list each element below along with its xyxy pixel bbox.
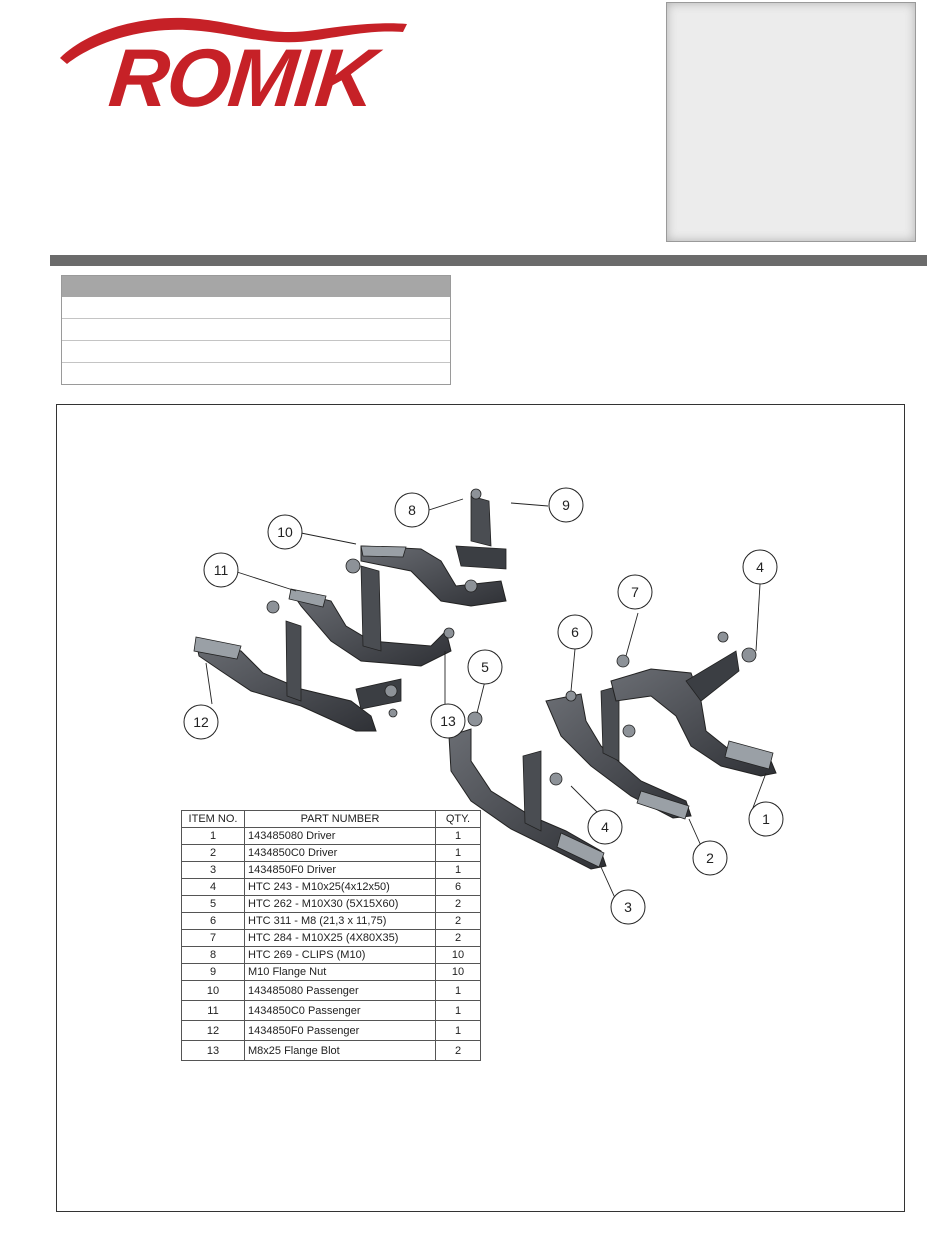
bom-row <box>182 879 481 896</box>
bom-part-number: HTC 284 - M10X25 (4X80X35) <box>245 930 436 947</box>
bom-item-no: 2 <box>182 845 245 862</box>
bom-header-item-no: ITEM NO. <box>182 811 245 828</box>
bom-part-number: 1434850F0 Passenger <box>245 1021 436 1041</box>
callout-11 <box>204 553 238 587</box>
info-table-row <box>62 362 450 384</box>
bom-qty: 1 <box>436 828 481 845</box>
bom-part-number: 1434850C0 Driver <box>245 845 436 862</box>
bom-row <box>182 862 481 879</box>
svg-text:12: 12 <box>193 714 209 730</box>
callout-5 <box>468 650 502 684</box>
bom-item-no: 6 <box>182 913 245 930</box>
callout-4-center <box>588 810 622 844</box>
brand-name: ROMIK <box>105 33 379 124</box>
bom-part-number: HTC 311 - M8 (21,3 x 11,75) <box>245 913 436 930</box>
svg-text:10: 10 <box>277 524 293 540</box>
bom-item-no: 5 <box>182 896 245 913</box>
callout-8 <box>395 493 429 527</box>
svg-text:5: 5 <box>481 659 489 675</box>
bom-part-number: HTC 262 - M10X30 (5X15X60) <box>245 896 436 913</box>
info-table <box>61 275 451 385</box>
bom-item-no: 9 <box>182 964 245 981</box>
svg-text:8: 8 <box>408 502 416 518</box>
bom-part-number: HTC 269 - CLIPS (M10) <box>245 947 436 964</box>
info-table-row <box>62 340 450 362</box>
bom-part-number: 1434850C0 Passenger <box>245 1001 436 1021</box>
callout-10 <box>268 515 302 549</box>
bom-header-part-number: PART NUMBER <box>245 811 436 828</box>
bom-row <box>182 828 481 845</box>
svg-text:2: 2 <box>706 850 714 866</box>
bom-item-no: 1 <box>182 828 245 845</box>
svg-text:13: 13 <box>440 713 456 729</box>
bom-header-row <box>182 811 481 828</box>
info-table-header <box>62 276 450 297</box>
romik-logo <box>55 8 415 124</box>
bom-qty: 2 <box>436 896 481 913</box>
bom-item-no: 11 <box>182 1001 245 1021</box>
bom-part-number: M8x25 Flange Blot <box>245 1041 436 1061</box>
bom-item-no: 4 <box>182 879 245 896</box>
bom-row <box>182 930 481 947</box>
svg-text:1: 1 <box>762 811 770 827</box>
bom-item-no: 8 <box>182 947 245 964</box>
bom-qty: 6 <box>436 879 481 896</box>
callout-4-right <box>743 550 777 584</box>
bom-qty: 2 <box>436 930 481 947</box>
svg-text:11: 11 <box>213 562 229 578</box>
assembly-drawing-frame <box>56 404 905 1212</box>
bom-row <box>182 964 481 981</box>
callout-13 <box>431 704 465 738</box>
bom-row <box>182 981 481 1001</box>
callout-12 <box>184 705 218 739</box>
bom-qty: 2 <box>436 1041 481 1061</box>
info-table-row <box>62 297 450 318</box>
bill-of-materials-table <box>181 810 481 1061</box>
header-divider <box>50 255 927 266</box>
bom-part-number: 1434850F0 Driver <box>245 862 436 879</box>
product-photo <box>666 2 916 242</box>
bom-item-no: 3 <box>182 862 245 879</box>
callout-6 <box>558 615 592 649</box>
bom-qty: 10 <box>436 947 481 964</box>
bom-item-no: 10 <box>182 981 245 1001</box>
exploded-view-drawing <box>57 405 904 1211</box>
bom-row <box>182 845 481 862</box>
svg-text:4: 4 <box>601 819 609 835</box>
callout-3 <box>611 890 645 924</box>
svg-text:9: 9 <box>562 497 570 513</box>
svg-text:3: 3 <box>624 899 632 915</box>
bom-part-number: M10 Flange Nut <box>245 964 436 981</box>
bom-row <box>182 1021 481 1041</box>
svg-text:7: 7 <box>631 584 639 600</box>
bom-part-number: 143485080 Passenger <box>245 981 436 1001</box>
bom-qty: 10 <box>436 964 481 981</box>
bom-qty: 1 <box>436 981 481 1001</box>
bom-qty: 1 <box>436 1021 481 1041</box>
bom-part-number: HTC 243 - M10x25(4x12x50) <box>245 879 436 896</box>
bom-qty: 2 <box>436 913 481 930</box>
callout-7 <box>618 575 652 609</box>
bom-part-number: 143485080 Driver <box>245 828 436 845</box>
callout-2 <box>693 841 727 875</box>
callout-9 <box>549 488 583 522</box>
bom-row <box>182 1041 481 1061</box>
bom-qty: 1 <box>436 1001 481 1021</box>
bom-item-no: 12 <box>182 1021 245 1041</box>
bom-qty: 1 <box>436 862 481 879</box>
bom-item-no: 13 <box>182 1041 245 1061</box>
bom-row <box>182 1001 481 1021</box>
bom-row <box>182 947 481 964</box>
bom-row <box>182 896 481 913</box>
bom-header-qty: QTY. <box>436 811 481 828</box>
callout-1 <box>749 802 783 836</box>
svg-text:6: 6 <box>571 624 579 640</box>
bom-row <box>182 913 481 930</box>
svg-text:4: 4 <box>756 559 764 575</box>
bom-qty: 1 <box>436 845 481 862</box>
info-table-row <box>62 318 450 340</box>
bom-item-no: 7 <box>182 930 245 947</box>
bracket-part-1 <box>611 632 776 776</box>
